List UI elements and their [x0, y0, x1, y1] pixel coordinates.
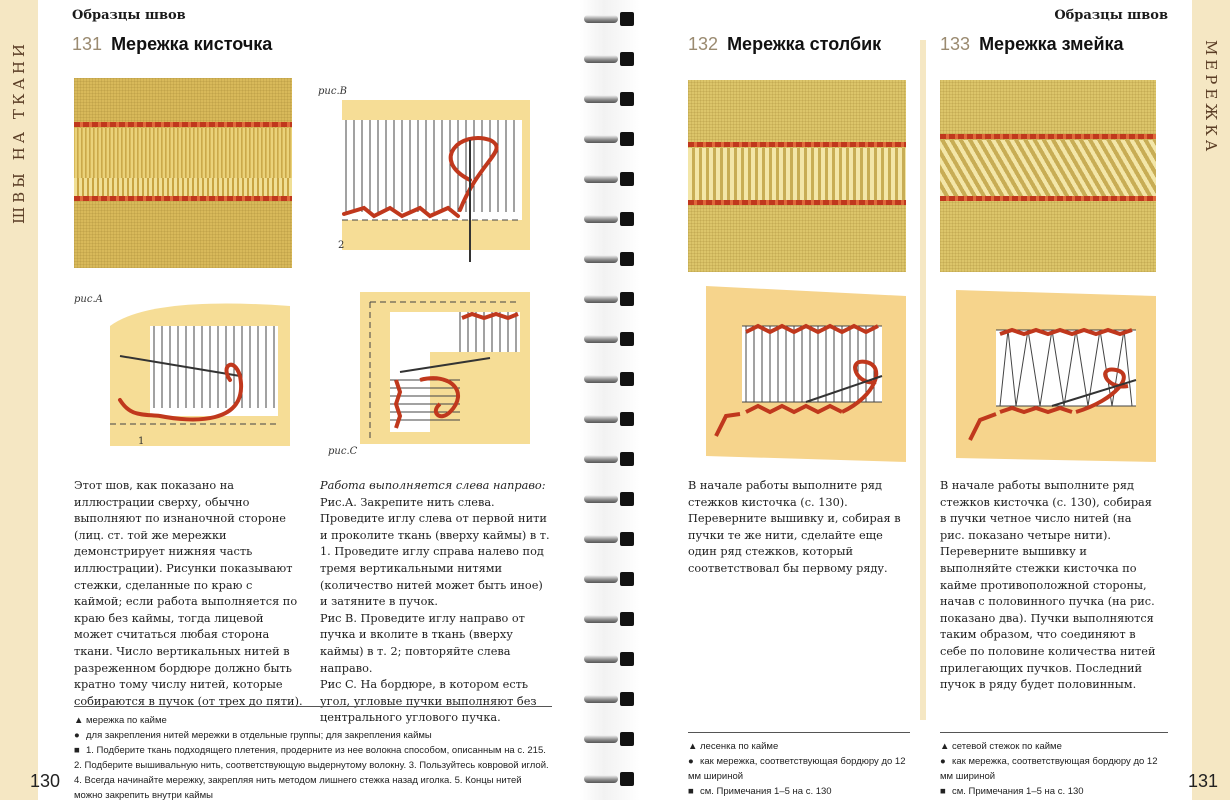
swatch-red-line-bottom — [940, 196, 1156, 201]
note-133-1: ▲ сетевой стежок по кайме — [940, 741, 1062, 752]
left-note-3: ■ 1. Подберите ткань подходящего плетения, продерните из нее волокна способом, описанным на с. 215. 2. Подберите вышивальную нить, соответствующую выдернутому волокну. 3. Пользуйтесь ковровой иглой. 4. Всегда начинайте мережку, закрепляя нить методом лишнего стежка назад иголка. 5. Концы нитей можно закрепить внутри каймы — [74, 745, 549, 800]
left-page-number: 130 — [30, 771, 61, 791]
swatch-red-line-bottom — [74, 196, 292, 201]
section-133-number: 133 — [940, 34, 971, 54]
section-132-title-text: Мережка столбик — [727, 34, 882, 54]
right-page-number: 131 — [1187, 771, 1218, 791]
figure-132 — [706, 286, 906, 462]
binding-ring — [584, 372, 634, 386]
binding-ring — [584, 92, 634, 106]
left-side-tab — [0, 0, 38, 800]
fig-a-mark-1: 1 — [138, 436, 145, 447]
binding-ring — [584, 332, 634, 346]
binding-ring — [584, 732, 634, 746]
right-side-tab-text: МЕРЕЖКА — [1202, 40, 1220, 156]
triangle-icon: ▲ — [940, 741, 950, 752]
fig-a-label: рис.A — [74, 294, 103, 305]
left-note-2: ● для закрепления нитей мережки в отдельные группы; для закрепления каймы — [74, 730, 432, 741]
binding-ring — [584, 572, 634, 586]
section-132-title — [688, 34, 881, 55]
triangle-icon: ▲ — [74, 715, 84, 726]
section-131-title-text: Мережка кисточка — [111, 34, 273, 54]
figure-a — [110, 296, 290, 456]
note-133-3: ■ см. Примечания 1–5 на с. 130 — [940, 786, 1084, 797]
left-notes — [74, 706, 552, 800]
section-132-notes — [688, 732, 910, 799]
swatch-red-line-top — [940, 134, 1156, 139]
binding-ring — [584, 132, 634, 146]
square-icon: ■ — [940, 786, 946, 797]
binding-ring — [584, 52, 634, 66]
right-side-tab — [1192, 0, 1230, 800]
step-a: Рис.A. Закрепите нить слева. Проведите иглу слева от первой нити и проколите ткань (вверху каймы) в т. 1. Проведите иглу справа налево под тремя вертикальными нитями (количество нитей может быть иное) и затяните в пучок. — [320, 495, 550, 609]
steps-column — [320, 478, 552, 727]
steps-lead: Работа выполняется слева направо: — [320, 479, 546, 492]
binding-ring — [584, 292, 634, 306]
section-131-number: 131 — [72, 34, 103, 54]
binding-ring — [584, 252, 634, 266]
binding-ring — [584, 612, 634, 626]
right-page — [640, 0, 1230, 800]
step-c: Рис C. На бордюре, в котором есть угол, угловые пучки выполняют без центрального углового пучка. — [320, 678, 537, 725]
binding-ring — [584, 12, 634, 26]
note-132-3: ■ см. Примечания 1–5 на с. 130 — [688, 786, 832, 797]
intro-paragraph — [74, 478, 304, 710]
binding-ring — [584, 212, 634, 226]
swatch-photo-133 — [940, 80, 1156, 272]
circle-icon: ● — [688, 756, 694, 767]
note-133-2: ● как мережка, соответствующая бордюру до 12 мм шириной — [940, 756, 1158, 782]
circle-icon: ● — [940, 756, 946, 767]
left-side-tab-text: ШВЫ НА ТКАНИ — [10, 40, 28, 225]
column-divider — [920, 40, 926, 720]
binding-ring — [584, 492, 634, 506]
section-132-number: 132 — [688, 34, 719, 54]
left-note-1: ▲ мережка по кайме — [74, 715, 167, 726]
fig-b-label: рис.B — [318, 86, 347, 97]
square-icon: ■ — [688, 786, 694, 797]
binding-ring — [584, 412, 634, 426]
figure-c — [360, 292, 530, 444]
swatch-threads — [688, 148, 906, 200]
right-running-head: Образцы швов — [1054, 8, 1168, 23]
section-132-text: В начале работы выполните ряд стежков кисточка (с. 130). Переверните вышивку и, собирая в пучки те же нити, сделайте еще один ряд стежков, который соответствовал бы первому ряду. — [688, 479, 901, 575]
triangle-icon: ▲ — [688, 741, 698, 752]
swatch-red-line-bottom — [688, 200, 906, 205]
intro-text: Этот шов, как показано на иллюстрации сверху, обычно выполняют по изнаночной стороне (лиц. ст. той же мережки демонстрирует нижняя часть иллюстрации). Рисунки показывают стежки, сделанные по краю с каймой; если работа выполняется по краю без каймы, тогда лицевой может считаться любая сторона ткани. Число вертикальных нитей в разреженном бордюре должно быть кратно тому числу нитей, которые собираются в пучок (от трех до пяти). — [74, 479, 303, 708]
section-133-title — [940, 34, 1124, 55]
figure-133 — [956, 290, 1156, 462]
swatch-photo-131 — [74, 78, 292, 268]
fig-b-mark-2: 2 — [338, 240, 345, 251]
step-b: Рис B. Проведите иглу направо от пучка и вколите в ткань (вверху каймы) в т. 2; повторяйте слева направо. — [320, 611, 525, 675]
section-133-text: В начале работы выполните ряд стежков кисточка (с. 130), собирая в пучки четное число нитей (на рис. показано четыре нити). Переверните вышивку и выполняйте стежки кисточка по кайме противоположной стороны, начав с половинного пучка (на рис. показано два). Пучки выполняются таким образом, что соединяют в себе по половине количества нитей прилегающих пучков. Последний пучок в ряду будет половинным. — [940, 479, 1156, 692]
note-132-1: ▲ лесенка по кайме — [688, 741, 779, 752]
fig-c-label: рис.C — [328, 446, 358, 457]
section-131-title — [72, 34, 272, 55]
binding-ring — [584, 692, 634, 706]
figure-b — [330, 100, 530, 270]
section-133-notes — [940, 732, 1168, 799]
section-133-title-text: Мережка змейка — [979, 34, 1124, 54]
swatch-photo-132 — [688, 80, 906, 272]
left-running-head: Образцы швов — [72, 8, 186, 23]
binding-ring — [584, 172, 634, 186]
square-icon: ■ — [74, 745, 80, 756]
left-page — [0, 0, 580, 800]
swatch-red-line-top — [74, 122, 292, 127]
swatch-threads — [940, 140, 1156, 196]
note-132-2: ● как мережка, соответствующая бордюру до 12 мм шириной — [688, 756, 906, 782]
binding-ring — [584, 452, 634, 466]
swatch-tufts — [74, 178, 292, 196]
binding-ring — [584, 532, 634, 546]
circle-icon: ● — [74, 730, 80, 741]
spiral-binding — [580, 0, 640, 800]
binding-ring — [584, 772, 634, 786]
swatch-red-line-top — [688, 142, 906, 147]
binding-ring — [584, 652, 634, 666]
